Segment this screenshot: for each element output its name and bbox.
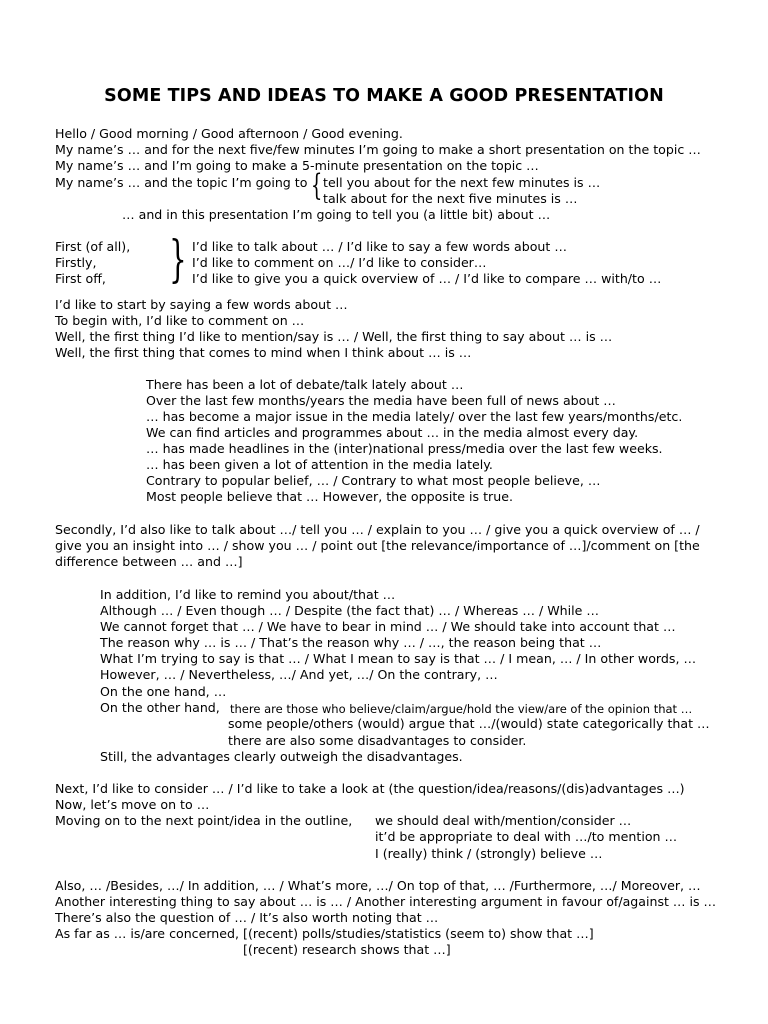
next-line-1: Next, I’d like to consider … / I’d like to take a look at (the question/idea/reasons/(dis)advantages …) bbox=[55, 781, 685, 796]
first-label-2: Firstly, bbox=[55, 255, 97, 270]
debate-line-6: … has been given a lot of attention in the media lately. bbox=[146, 457, 493, 472]
page-title: SOME TIPS AND IDEAS TO MAKE A GOOD PRESENTATION bbox=[104, 86, 664, 106]
next-line-3: Moving on to the next point/idea in the outline, bbox=[55, 813, 353, 828]
addition-line-7: On the one hand, … bbox=[100, 684, 227, 699]
intro-line-1: Hello / Good morning / Good afternoon / Good evening. bbox=[55, 126, 403, 141]
start-line-3: Well, the first thing I’d like to mention/say is … / Well, the first thing to say about … is … bbox=[55, 329, 613, 344]
next-line-2: Now, let’s move on to … bbox=[55, 797, 210, 812]
first-label-3: First off, bbox=[55, 271, 106, 286]
brace-icon: { bbox=[310, 168, 323, 203]
also-line-4: As far as … is/are concerned, [(recent) polls/studies/statistics (seem to) show that …] bbox=[55, 926, 594, 941]
next-option-1: we should deal with/mention/consider … bbox=[375, 813, 632, 828]
addition-line-4: The reason why … is … / That’s the reason why … / …, the reason being that … bbox=[100, 635, 602, 650]
secondly-line-2: give you an insight into … / show you … / point out [the relevance/importance of …]/comment on [the bbox=[55, 538, 700, 553]
addition-line-3: We cannot forget that … / We have to bear in mind … / We should take into account that … bbox=[100, 619, 676, 634]
intro-line-4b: talk about for the next five minutes is … bbox=[323, 191, 578, 206]
also-line-5: [(recent) research shows that …] bbox=[243, 942, 451, 957]
debate-line-3: … has become a major issue in the media lately/ over the last few years/months/etc. bbox=[146, 409, 683, 424]
debate-line-1: There has been a lot of debate/talk lately about … bbox=[146, 377, 464, 392]
secondly-line-3: difference between … and …] bbox=[55, 554, 243, 569]
debate-line-4: We can find articles and programmes about … in the media almost every day. bbox=[146, 425, 639, 440]
addition-line-5: What I’m trying to say is that … / What I mean to say is that … / I mean, … / In other words, … bbox=[100, 651, 697, 666]
debate-line-5: … has made headlines in the (inter)national press/media over the last few weeks. bbox=[146, 441, 663, 456]
other-hand-line-1: there are those who believe/claim/argue/hold the view/are of the opinion that … bbox=[230, 702, 693, 716]
debate-line-2: Over the last few months/years the media have been full of news about … bbox=[146, 393, 616, 408]
intro-line-5: … and in this presentation I’m going to tell you (a little bit) about … bbox=[122, 207, 551, 222]
other-hand-label: On the other hand, bbox=[100, 700, 220, 715]
intro-line-4: My name’s … and the topic I’m going to bbox=[55, 175, 308, 190]
start-line-1: I’d like to start by saying a few words about … bbox=[55, 297, 348, 312]
debate-line-7: Contrary to popular belief, … / Contrary to what most people believe, … bbox=[146, 473, 601, 488]
first-option-3: I’d like to give you a quick overview of … / I’d like to compare … with/to … bbox=[192, 271, 662, 286]
first-label-1: First (of all), bbox=[55, 239, 131, 254]
intro-line-2: My name’s … and for the next five/few minutes I’m going to make a short presentation on the topic … bbox=[55, 142, 701, 157]
intro-line-4a: tell you about for the next few minutes is … bbox=[323, 175, 601, 190]
also-line-1: Also, … /Besides, …/ In addition, … / What’s more, …/ On top of that, … /Furthermore, …/ Moreover, … bbox=[55, 878, 701, 893]
first-option-1: I’d like to talk about … / I’d like to say a few words about … bbox=[192, 239, 567, 254]
debate-line-8: Most people believe that … However, the opposite is true. bbox=[146, 489, 513, 504]
also-line-2: Another interesting thing to say about … is … / Another interesting argument in favour of/against … is … bbox=[55, 894, 717, 909]
start-line-4: Well, the first thing that comes to mind when I think about … is … bbox=[55, 345, 472, 360]
secondly-line-1: Secondly, I’d also like to talk about …/ tell you … / explain to you … / give you a quick overview of … / bbox=[55, 522, 700, 537]
also-line-3: There’s also the question of … / It’s also worth noting that … bbox=[55, 910, 439, 925]
intro-line-3: My name’s … and I’m going to make a 5-minute presentation on the topic … bbox=[55, 158, 539, 173]
addition-line-6: However, … / Nevertheless, …/ And yet, …/ On the contrary, … bbox=[100, 667, 498, 682]
addition-line-2: Although … / Even though … / Despite (the fact that) … / Whereas … / While … bbox=[100, 603, 599, 618]
right-brace-icon: } bbox=[169, 230, 187, 288]
other-hand-line-3: there are also some disadvantages to consider. bbox=[228, 733, 527, 748]
start-line-2: To begin with, I’d like to comment on … bbox=[55, 313, 305, 328]
still-line: Still, the advantages clearly outweigh the disadvantages. bbox=[100, 749, 463, 764]
other-hand-line-2: some people/others (would) argue that …/(would) state categorically that … bbox=[228, 716, 710, 731]
first-option-2: I’d like to comment on …/ I’d like to consider… bbox=[192, 255, 487, 270]
addition-line-1: In addition, I’d like to remind you about/that … bbox=[100, 587, 396, 602]
next-option-3: I (really) think / (strongly) believe … bbox=[375, 846, 603, 861]
next-option-2: it’d be appropriate to deal with …/to mention … bbox=[375, 829, 678, 844]
